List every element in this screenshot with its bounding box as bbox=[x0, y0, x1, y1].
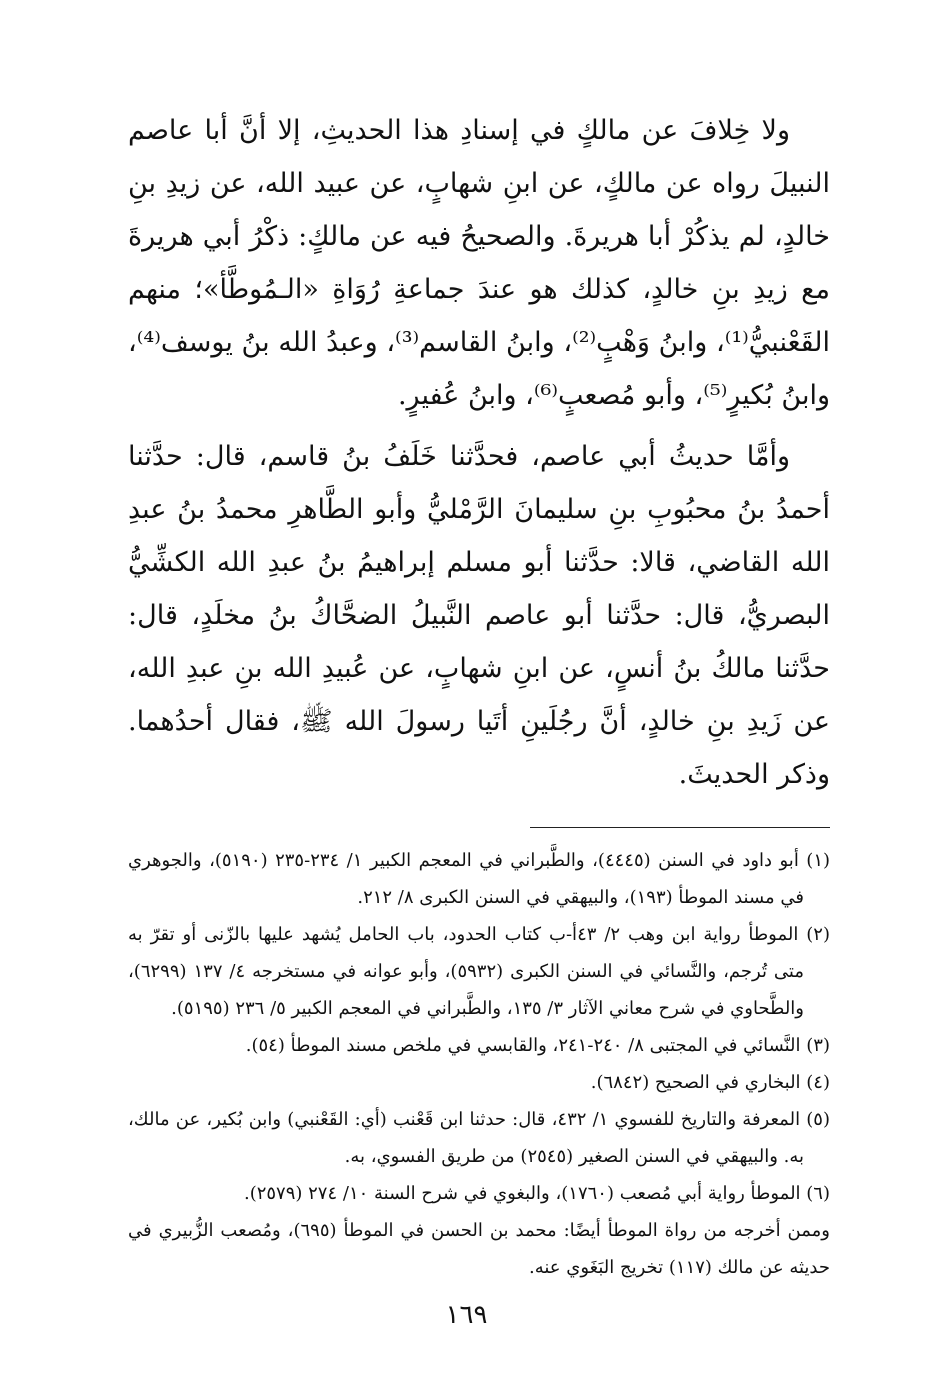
footnote-1: (١) أبو داود في السنن (٤٤٤٥)، والطَّبراني في المعجم الكبير ١/ ٢٣٤-٢٣٥ (٥١٩٠)، والجوهري في مسند الموطأ (١٩٣)، والبيهقي في السنن الكبرى ٨/ ٢١٢. bbox=[128, 850, 831, 908]
footnote-5: (٥) المعرفة والتاريخ للفسوي ١/ ٤٣٢، قال: حدثنا ابن قَعْنب (أي: القَعْنبي) وابن بُكير، عن مالك، به. والبيهقي في السنن الصغير (٢٥٤٥) من طريق الفسوي، به. bbox=[128, 1109, 830, 1167]
main-text bbox=[128, 104, 830, 801]
paragraph-2: وأمَّا حديثُ أبي عاصم، فحدَّثنا خَلَفُ بنُ قاسم، قال: حدَّثنا أحمدُ بنُ محبُوبِ بنِ سليمانَ الرَّمْليُّ وأبو الطَّاهرِ محمدُ بنُ عبدِ الله القاضي، قالا: حدَّثنا أبو مسلم إبراهيمُ بنُ عبدِ الله الكشِّيُّ البصريُّ، قال: حدَّثنا أبو عاصم النَّبيلُ الضحَّاكُ بنُ مخلَدٍ، قال: حدَّثنا مالكُ بنُ أنسٍ، عن ابنِ شهابٍ، عن عُبيدِ الله بنِ عبدِ الله، عن زَيدِ بنِ خالدٍ، أنَّ رجُلَينِ أتَيا رسولَ الله ﷺ، فقال أحدُهما. وذكر الحديثَ. bbox=[128, 441, 830, 790]
footnote-6: (٦) الموطأ رواية أبي مُصعب (١٧٦٠)، والبغوي في شرح السنة ١٠/ ٢٧٤ (٢٥٧٩). bbox=[243, 1183, 830, 1204]
paragraph-1: ولا خِلافَ عن مالكٍ في إسنادِ هذا الحديثِ، إلا أنَّ أبا عاصم النبيلَ رواه عن مالكٍ، عن ابنِ شهابٍ، عن عبيد الله، عن زيدِ بنِ خالدٍ، لم يذكُرْ أبا هريرةَ. والصحيحُ فيه عن مالكٍ: ذكْرُ أبي هريرةَ مع زيدِ بنِ خالدٍ، كذلك هو عندَ جماعةِ رُوَاةِ «الـمُوطَّأ»؛ منهم القَعْنبيُّ⁽¹⁾، وابنُ وَهْبٍ⁽²⁾، وابنُ القاسم⁽³⁾، وعبدُ الله بنُ يوسف⁽⁴⁾، وابنُ بُكيرٍ⁽⁵⁾، وأبو مُصعبٍ⁽⁶⁾، وابنُ عُفيرٍ. bbox=[128, 115, 830, 411]
footnote-continuation: وممن أخرجه من رواة الموطأ أيضًا: محمد بن الحسن في الموطأ (٦٩٥)، ومُصعب الزُّبيري في حديثه عن مالك (١١٧) تخريج البَغَوي عنه. bbox=[128, 1220, 830, 1278]
page-number: ١٦٩ bbox=[445, 1300, 488, 1330]
footnote-separator bbox=[530, 827, 830, 828]
footnote-3: (٣) النَّسائي في المجتبى ٨/ ٢٤٠-٢٤١، والقابسي في ملخص مسند الموطأ (٥٤). bbox=[245, 1035, 830, 1056]
footnote-4: (٤) البخاري في الصحيح (٦٨٤٢). bbox=[590, 1072, 830, 1093]
footnotes bbox=[128, 842, 830, 1286]
footnote-2: (٢) الموطأ رواية ابن وهب ٢/ ٤٣أ-ب كتاب الحدود، باب الحامل يُشهد عليها بالزّنى أو تقرّ به متى تُرجم، والنَّسائي في السنن الكبرى (٥٩٣٢)، وأبو عوانه في مستخرجه ٤/ ١٣٧ (٦٢٩٩)، والطَّحاوي في شرح معاني الآثار ٣/ ١٣٥، والطَّبراني في المعجم الكبير ٥/ ٢٣٦ (٥١٩٥). bbox=[128, 924, 830, 1019]
